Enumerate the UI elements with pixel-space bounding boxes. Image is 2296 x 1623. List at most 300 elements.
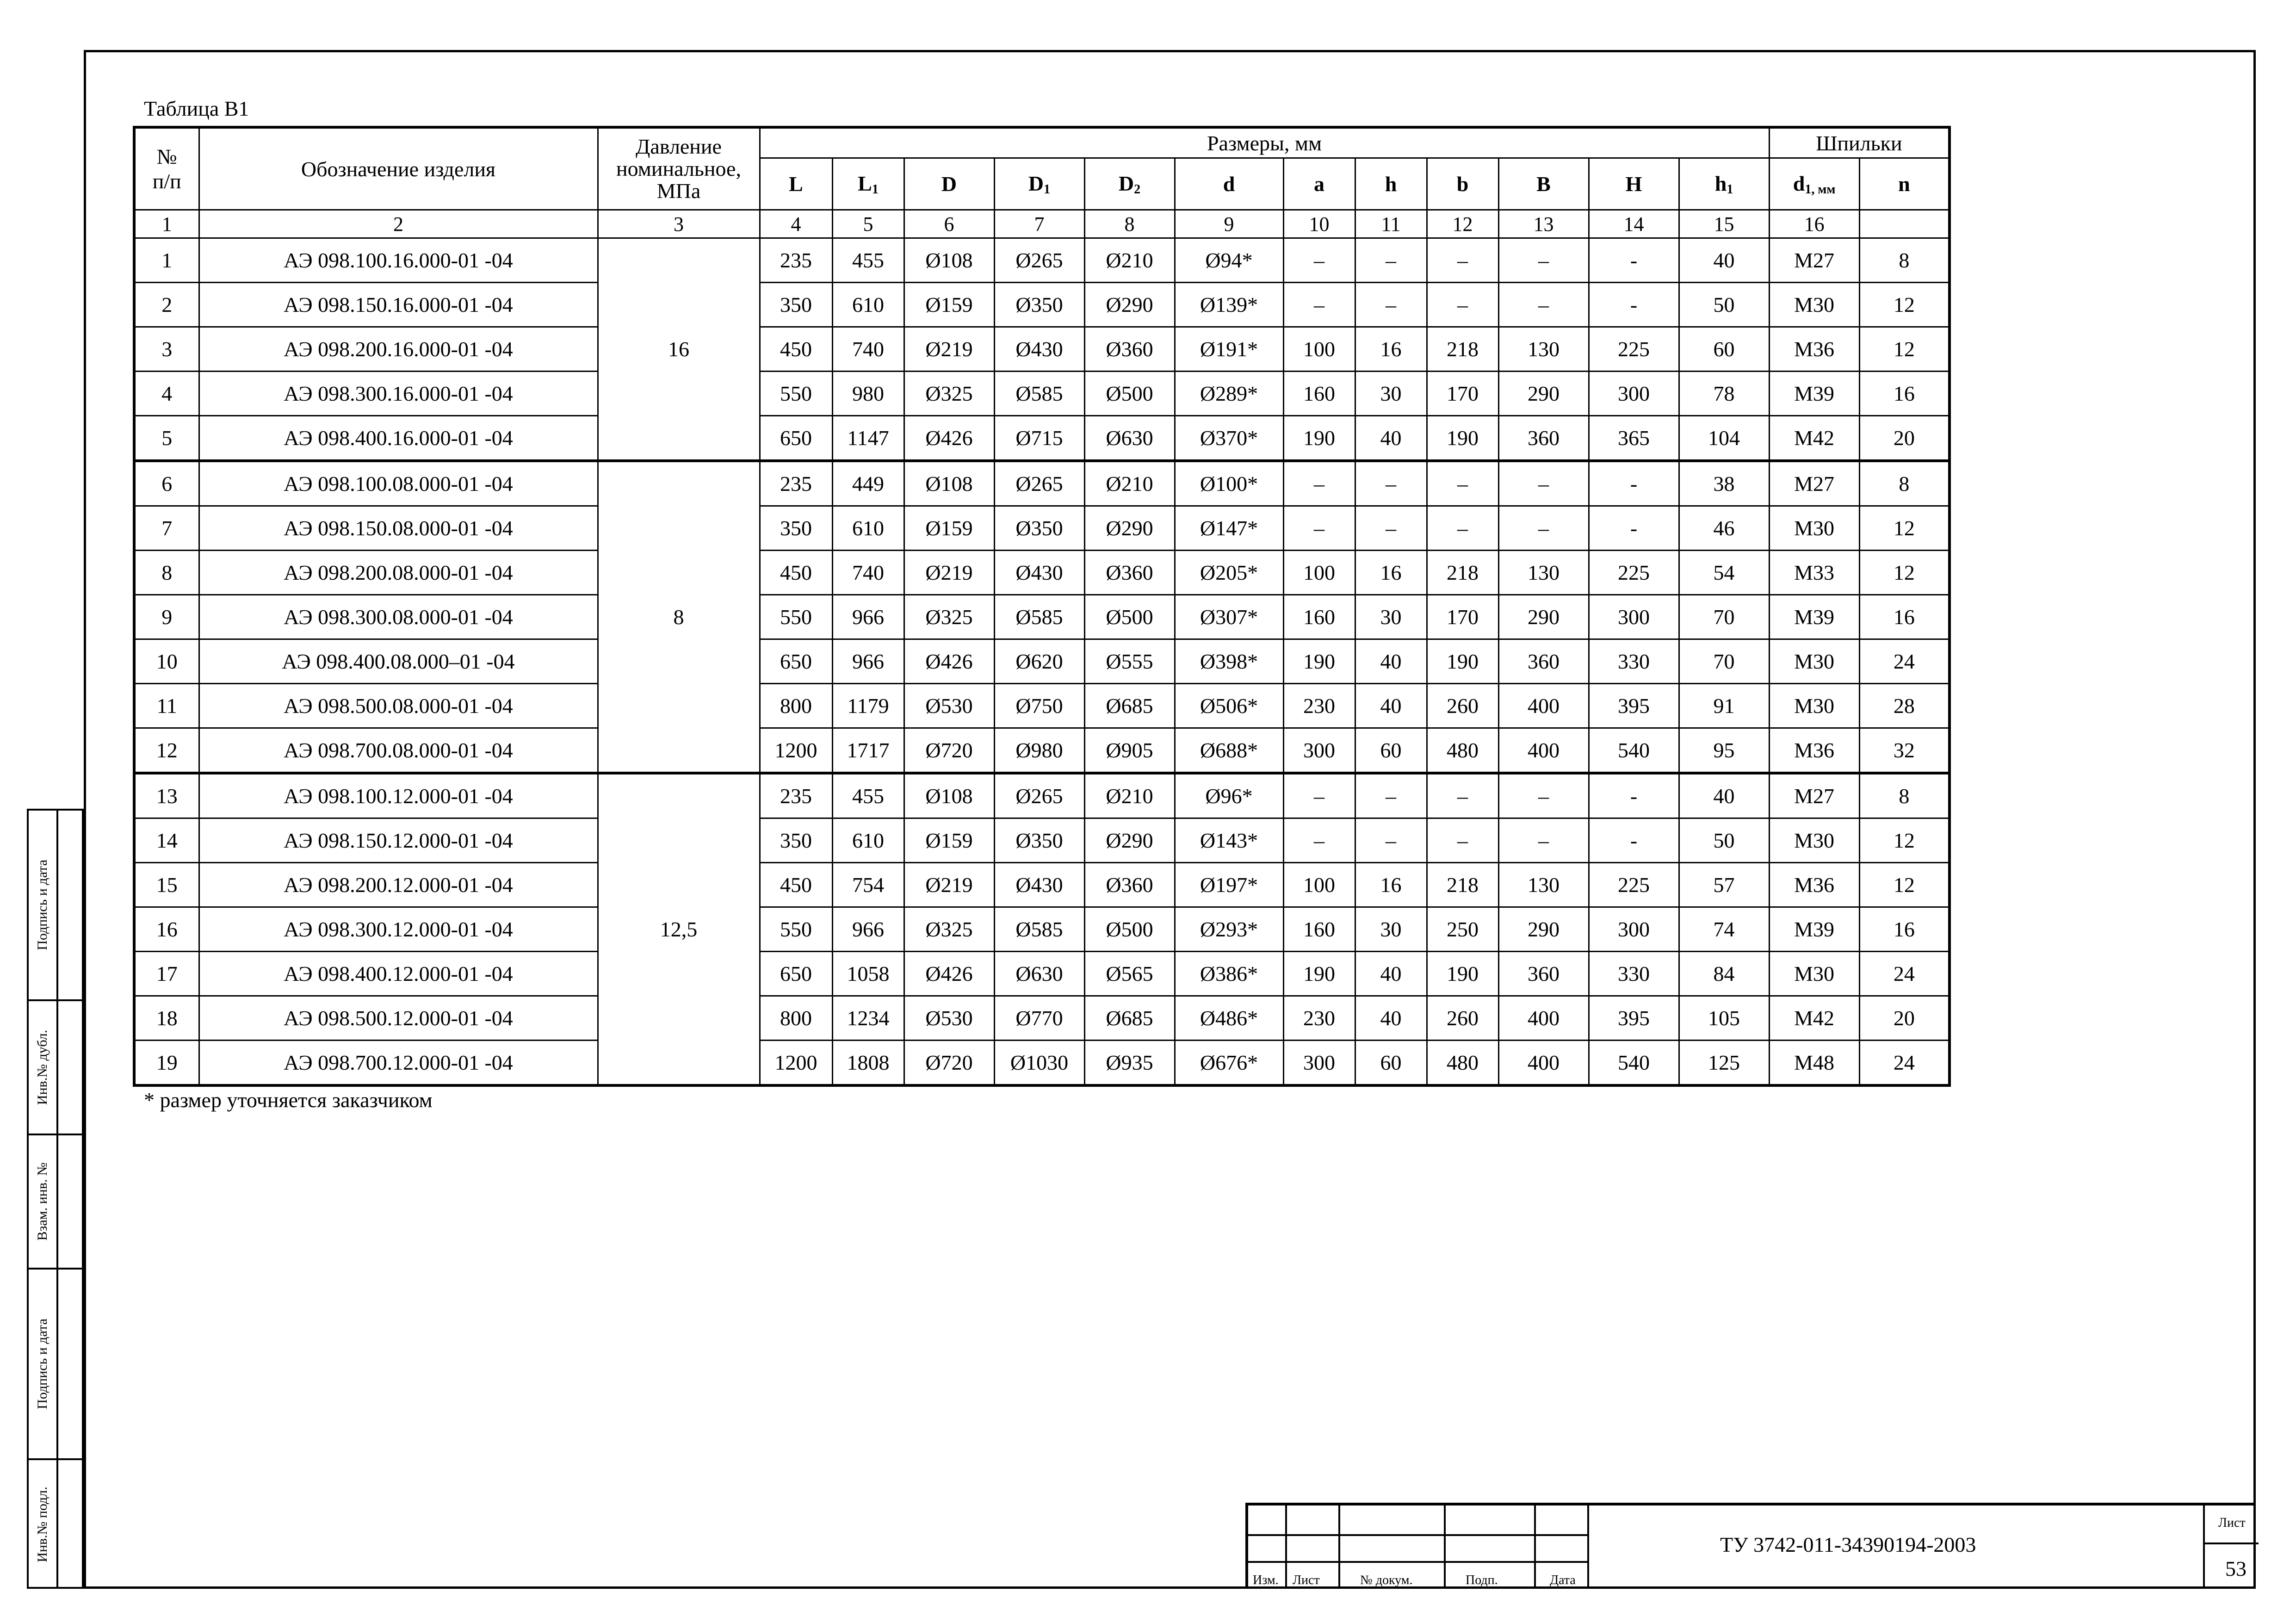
value-cell: Ø676*	[1175, 1041, 1283, 1086]
value-cell: 74	[1679, 907, 1769, 952]
value-cell: 32	[1859, 728, 1949, 774]
value-cell: 190	[1427, 952, 1498, 996]
value-cell: Ø370*	[1175, 416, 1283, 461]
row-number: 9	[134, 595, 199, 639]
value-cell: Ø565	[1084, 952, 1175, 996]
value-cell: 24	[1859, 639, 1949, 684]
value-cell: 30	[1355, 595, 1427, 639]
value-cell: 190	[1283, 952, 1355, 996]
designation-cell: АЭ 098.700.12.000-01 -04	[199, 1041, 598, 1086]
row-number: 17	[134, 952, 199, 996]
value-cell: М27	[1769, 461, 1859, 506]
value-cell: 160	[1283, 907, 1355, 952]
value-cell: –	[1355, 506, 1427, 551]
row-number: 7	[134, 506, 199, 551]
value-cell: 290	[1498, 372, 1589, 416]
value-cell: –	[1498, 461, 1589, 506]
value-cell: 235	[760, 238, 832, 283]
value-cell: 235	[760, 461, 832, 506]
value-cell: Ø94*	[1175, 238, 1283, 283]
value-cell: –	[1283, 506, 1355, 551]
value-cell: Ø530	[904, 684, 994, 728]
value-cell: 84	[1679, 952, 1769, 996]
value-cell: 230	[1283, 996, 1355, 1041]
value-cell: 260	[1427, 996, 1498, 1041]
value-cell: 330	[1589, 952, 1679, 996]
column-number: 1	[134, 210, 199, 238]
value-cell: 225	[1589, 327, 1679, 372]
value-cell: Ø398*	[1175, 639, 1283, 684]
designation-cell: АЭ 098.100.12.000-01 -04	[199, 773, 598, 818]
value-cell: –	[1355, 773, 1427, 818]
value-cell: 16	[1859, 907, 1949, 952]
designation-cell: АЭ 098.300.16.000-01 -04	[199, 372, 598, 416]
value-cell: 360	[1498, 952, 1589, 996]
value-cell: 1234	[832, 996, 904, 1041]
value-cell: 290	[1498, 907, 1589, 952]
value-cell: 650	[760, 639, 832, 684]
value-cell: М36	[1769, 327, 1859, 372]
value-cell: –	[1283, 238, 1355, 283]
value-cell: 40	[1679, 773, 1769, 818]
value-cell: Ø1030	[994, 1041, 1084, 1086]
value-cell: Ø290	[1084, 818, 1175, 863]
value-cell: 60	[1355, 1041, 1427, 1086]
value-cell: 455	[832, 773, 904, 818]
table-row	[134, 551, 1949, 595]
value-cell: Ø500	[1084, 372, 1175, 416]
value-cell: Ø935	[1084, 1041, 1175, 1086]
value-cell: 46	[1679, 506, 1769, 551]
value-cell: 16	[1355, 863, 1427, 907]
tb-label-docnum: № докум.	[1360, 1573, 1413, 1587]
tb-label-sheet: Лист	[1293, 1573, 1320, 1587]
value-cell: 130	[1498, 863, 1589, 907]
header-col-n: n	[1859, 158, 1949, 210]
table-row	[134, 639, 1949, 684]
row-number: 16	[134, 907, 199, 952]
value-cell: 966	[832, 595, 904, 639]
row-number: 8	[134, 551, 199, 595]
value-cell: 550	[760, 372, 832, 416]
value-cell: М30	[1769, 684, 1859, 728]
value-cell: –	[1427, 506, 1498, 551]
row-number: 10	[134, 639, 199, 684]
value-cell: Ø500	[1084, 907, 1175, 952]
side-label-signature-date-2: Подпись и дата	[29, 1270, 56, 1460]
row-number: 5	[134, 416, 199, 461]
value-cell: Ø96*	[1175, 773, 1283, 818]
value-cell: –	[1427, 818, 1498, 863]
value-cell: 235	[760, 773, 832, 818]
value-cell: 1200	[760, 1041, 832, 1086]
value-cell: 360	[1498, 416, 1589, 461]
value-cell: Ø585	[994, 907, 1084, 952]
value-cell: -	[1589, 238, 1679, 283]
value-cell: 190	[1283, 639, 1355, 684]
row-number: 11	[134, 684, 199, 728]
value-cell: Ø620	[994, 639, 1084, 684]
value-cell: 350	[760, 818, 832, 863]
column-number: 4	[760, 210, 832, 238]
value-cell: М30	[1769, 283, 1859, 327]
value-cell: 218	[1427, 551, 1498, 595]
value-cell: -	[1589, 506, 1679, 551]
value-cell: Ø210	[1084, 773, 1175, 818]
value-cell: 95	[1679, 728, 1769, 774]
value-cell: Ø688*	[1175, 728, 1283, 774]
designation-cell: АЭ 098.150.08.000-01 -04	[199, 506, 598, 551]
value-cell: 300	[1283, 1041, 1355, 1086]
value-cell: М39	[1769, 595, 1859, 639]
value-cell: Ø506*	[1175, 684, 1283, 728]
value-cell: Ø685	[1084, 684, 1175, 728]
designation-cell: АЭ 098.400.08.000–01 -04	[199, 639, 598, 684]
value-cell: –	[1355, 461, 1427, 506]
column-number: 15	[1679, 210, 1769, 238]
value-cell: 60	[1679, 327, 1769, 372]
value-cell: Ø360	[1084, 863, 1175, 907]
row-number: 13	[134, 773, 199, 818]
footnote: * размер уточняется заказчиком	[144, 1088, 433, 1112]
value-cell: 550	[760, 595, 832, 639]
side-label-signature-date-1: Подпись и дата	[29, 811, 56, 1001]
column-number: 7	[994, 210, 1084, 238]
value-cell: –	[1355, 818, 1427, 863]
value-cell: М42	[1769, 416, 1859, 461]
value-cell: 1058	[832, 952, 904, 996]
value-cell: –	[1498, 818, 1589, 863]
value-cell: 1179	[832, 684, 904, 728]
value-cell: –	[1498, 283, 1589, 327]
value-cell: 50	[1679, 283, 1769, 327]
value-cell: 190	[1427, 639, 1498, 684]
value-cell: 300	[1589, 907, 1679, 952]
sheet-number: 53	[2225, 1557, 2246, 1580]
table-row	[134, 863, 1949, 907]
value-cell: 395	[1589, 684, 1679, 728]
value-cell: 50	[1679, 818, 1769, 863]
value-cell: Ø426	[904, 639, 994, 684]
value-cell: 800	[760, 996, 832, 1041]
value-cell: Ø980	[994, 728, 1084, 774]
value-cell: 650	[760, 952, 832, 996]
header-col-L: L	[760, 158, 832, 210]
value-cell: Ø265	[994, 461, 1084, 506]
value-cell: 400	[1498, 996, 1589, 1041]
value-cell: 100	[1283, 551, 1355, 595]
value-cell: 12	[1859, 327, 1949, 372]
table-row	[134, 372, 1949, 416]
value-cell: Ø430	[994, 327, 1084, 372]
table-row	[134, 595, 1949, 639]
dimensions-table	[133, 126, 1951, 1087]
value-cell: –	[1283, 461, 1355, 506]
header-dimensions: Размеры, мм	[760, 127, 1769, 158]
row-number: 14	[134, 818, 199, 863]
row-number: 15	[134, 863, 199, 907]
row-number: 1	[134, 238, 199, 283]
value-cell: Ø630	[994, 952, 1084, 996]
header-col-a: a	[1283, 158, 1355, 210]
value-cell: –	[1283, 773, 1355, 818]
value-cell: Ø265	[994, 773, 1084, 818]
value-cell: Ø426	[904, 416, 994, 461]
table-row	[134, 327, 1949, 372]
value-cell: –	[1498, 506, 1589, 551]
table-caption: Таблица В1	[144, 97, 249, 120]
value-cell: 290	[1498, 595, 1589, 639]
value-cell: –	[1427, 283, 1498, 327]
value-cell: 450	[760, 863, 832, 907]
tb-label-sign: Подп.	[1466, 1573, 1498, 1587]
value-cell: Ø350	[994, 283, 1084, 327]
value-cell: 190	[1283, 416, 1355, 461]
value-cell: 400	[1498, 728, 1589, 774]
value-cell: Ø210	[1084, 238, 1175, 283]
table-row	[134, 1041, 1949, 1086]
value-cell: 230	[1283, 684, 1355, 728]
value-cell: 125	[1679, 1041, 1769, 1086]
value-cell: 12	[1859, 551, 1949, 595]
value-cell: 610	[832, 283, 904, 327]
value-cell: 38	[1679, 461, 1769, 506]
value-cell: М30	[1769, 506, 1859, 551]
value-cell: 550	[760, 907, 832, 952]
value-cell: Ø159	[904, 283, 994, 327]
column-number: 12	[1427, 210, 1498, 238]
value-cell: Ø143*	[1175, 818, 1283, 863]
value-cell: –	[1498, 773, 1589, 818]
value-cell: 260	[1427, 684, 1498, 728]
table-row	[134, 996, 1949, 1041]
value-cell: Ø905	[1084, 728, 1175, 774]
value-cell: М30	[1769, 818, 1859, 863]
value-cell: –	[1355, 283, 1427, 327]
value-cell: -	[1589, 773, 1679, 818]
table-row	[134, 416, 1949, 461]
value-cell: 40	[1355, 996, 1427, 1041]
value-cell: 16	[1859, 595, 1949, 639]
value-cell: 70	[1679, 595, 1769, 639]
value-cell: 540	[1589, 728, 1679, 774]
value-cell: 130	[1498, 327, 1589, 372]
sheet-label: Лист	[2218, 1516, 2246, 1530]
column-number: 16	[1769, 210, 1859, 238]
header-col-b: b	[1427, 158, 1498, 210]
value-cell: Ø293*	[1175, 907, 1283, 952]
row-number: 2	[134, 283, 199, 327]
value-cell: 8	[1859, 461, 1949, 506]
value-cell: Ø100*	[1175, 461, 1283, 506]
value-cell: 225	[1589, 863, 1679, 907]
value-cell: –	[1427, 461, 1498, 506]
value-cell: М36	[1769, 863, 1859, 907]
value-cell: –	[1427, 773, 1498, 818]
value-cell: -	[1589, 283, 1679, 327]
value-cell: 980	[832, 372, 904, 416]
value-cell: -	[1589, 461, 1679, 506]
value-cell: Ø530	[904, 996, 994, 1041]
value-cell: Ø307*	[1175, 595, 1283, 639]
value-cell: 610	[832, 818, 904, 863]
value-cell: 100	[1283, 327, 1355, 372]
column-number: 6	[904, 210, 994, 238]
value-cell: Ø386*	[1175, 952, 1283, 996]
value-cell: Ø219	[904, 327, 994, 372]
value-cell: 40	[1679, 238, 1769, 283]
value-cell: М27	[1769, 773, 1859, 818]
value-cell: 300	[1589, 372, 1679, 416]
table-row	[134, 238, 1949, 283]
value-cell: 16	[1355, 551, 1427, 595]
value-cell: М36	[1769, 728, 1859, 774]
header-col-L-sub: $L_1$	[832, 158, 904, 210]
value-cell: М42	[1769, 996, 1859, 1041]
value-cell: 450	[760, 551, 832, 595]
value-cell: Ø159	[904, 818, 994, 863]
value-cell: М30	[1769, 952, 1859, 996]
value-cell: 40	[1355, 639, 1427, 684]
value-cell: Ø770	[994, 996, 1084, 1041]
table-row	[134, 907, 1949, 952]
value-cell: 650	[760, 416, 832, 461]
value-cell: 57	[1679, 863, 1769, 907]
value-cell: 40	[1355, 416, 1427, 461]
designation-cell: АЭ 098.200.16.000-01 -04	[199, 327, 598, 372]
designation-cell: АЭ 098.100.16.000-01 -04	[199, 238, 598, 283]
designation-cell: АЭ 098.400.12.000-01 -04	[199, 952, 598, 996]
value-cell: Ø139*	[1175, 283, 1283, 327]
value-cell: 160	[1283, 372, 1355, 416]
value-cell: Ø685	[1084, 996, 1175, 1041]
row-number: 18	[134, 996, 199, 1041]
side-stamp	[27, 809, 84, 1589]
header-num: № п/п	[134, 127, 199, 210]
value-cell: Ø430	[994, 863, 1084, 907]
value-cell: Ø108	[904, 773, 994, 818]
value-cell: 105	[1679, 996, 1769, 1041]
value-cell: Ø360	[1084, 327, 1175, 372]
value-cell: 16	[1859, 372, 1949, 416]
designation-cell: АЭ 098.100.08.000-01 -04	[199, 461, 598, 506]
value-cell: 8	[1859, 238, 1949, 283]
value-cell: Ø585	[994, 595, 1084, 639]
value-cell: Ø325	[904, 907, 994, 952]
value-cell: 740	[832, 551, 904, 595]
designation-cell: АЭ 098.700.08.000-01 -04	[199, 728, 598, 774]
designation-cell: АЭ 098.500.12.000-01 -04	[199, 996, 598, 1041]
header-col-h-sub: $h_1$	[1679, 158, 1769, 210]
value-cell: Ø210	[1084, 461, 1175, 506]
header-col-d-sub: $d_{1, мм}$	[1769, 158, 1859, 210]
value-cell: Ø325	[904, 372, 994, 416]
title-block	[1245, 1503, 2256, 1589]
tb-label-date: Дата	[1550, 1573, 1576, 1587]
value-cell: 966	[832, 907, 904, 952]
value-cell: Ø219	[904, 863, 994, 907]
value-cell: 100	[1283, 863, 1355, 907]
table-row	[134, 773, 1949, 818]
value-cell: Ø430	[994, 551, 1084, 595]
value-cell: Ø290	[1084, 283, 1175, 327]
value-cell: Ø585	[994, 372, 1084, 416]
value-cell: 480	[1427, 728, 1498, 774]
value-cell: 1147	[832, 416, 904, 461]
value-cell: 966	[832, 639, 904, 684]
value-cell: Ø159	[904, 506, 994, 551]
pressure-cell: 12,5	[598, 773, 760, 1085]
value-cell: М33	[1769, 551, 1859, 595]
designation-cell: АЭ 098.200.12.000-01 -04	[199, 863, 598, 907]
value-cell: 365	[1589, 416, 1679, 461]
value-cell: 40	[1355, 684, 1427, 728]
header-pressure: Давление номинальное, МПа	[598, 127, 760, 210]
value-cell: 12	[1859, 863, 1949, 907]
side-label-dup-inv: Инв.№ дубл.	[29, 1001, 56, 1135]
designation-cell: АЭ 098.300.08.000-01 -04	[199, 595, 598, 639]
value-cell: 360	[1498, 639, 1589, 684]
header-col-B: B	[1498, 158, 1589, 210]
value-cell: –	[1283, 283, 1355, 327]
column-number: 11	[1355, 210, 1427, 238]
tb-label-change: Изм.	[1253, 1573, 1279, 1587]
value-cell: 54	[1679, 551, 1769, 595]
value-cell: 24	[1859, 952, 1949, 996]
value-cell: 449	[832, 461, 904, 506]
value-cell: 170	[1427, 372, 1498, 416]
pressure-cell: 8	[598, 461, 760, 773]
value-cell: 78	[1679, 372, 1769, 416]
value-cell: М27	[1769, 238, 1859, 283]
value-cell: Ø205*	[1175, 551, 1283, 595]
value-cell: 12	[1859, 283, 1949, 327]
pressure-cell: 16	[598, 238, 760, 461]
value-cell: 28	[1859, 684, 1949, 728]
value-cell: Ø426	[904, 952, 994, 996]
value-cell: 350	[760, 283, 832, 327]
value-cell: 225	[1589, 551, 1679, 595]
designation-cell: АЭ 098.200.08.000-01 -04	[199, 551, 598, 595]
value-cell: 91	[1679, 684, 1769, 728]
value-cell: 170	[1427, 595, 1498, 639]
value-cell: 350	[760, 506, 832, 551]
value-cell: 218	[1427, 863, 1498, 907]
value-cell: 20	[1859, 416, 1949, 461]
header-col-D: D	[904, 158, 994, 210]
value-cell: Ø191*	[1175, 327, 1283, 372]
value-cell: Ø720	[904, 1041, 994, 1086]
column-number: 2	[199, 210, 598, 238]
value-cell: –	[1427, 238, 1498, 283]
value-cell: Ø360	[1084, 551, 1175, 595]
row-number: 3	[134, 327, 199, 372]
value-cell: 450	[760, 327, 832, 372]
value-cell: Ø108	[904, 238, 994, 283]
value-cell: М39	[1769, 372, 1859, 416]
side-label-orig-inv: Инв.№ подл.	[35, 1487, 50, 1562]
value-cell: 740	[832, 327, 904, 372]
designation-cell: АЭ 098.500.08.000-01 -04	[199, 684, 598, 728]
header-col-H: H	[1589, 158, 1679, 210]
value-cell: 60	[1355, 728, 1427, 774]
value-cell: 330	[1589, 639, 1679, 684]
value-cell: 30	[1355, 907, 1427, 952]
table-row	[134, 461, 1949, 506]
table-row	[134, 728, 1949, 774]
value-cell: Ø325	[904, 595, 994, 639]
value-cell: 12	[1859, 818, 1949, 863]
